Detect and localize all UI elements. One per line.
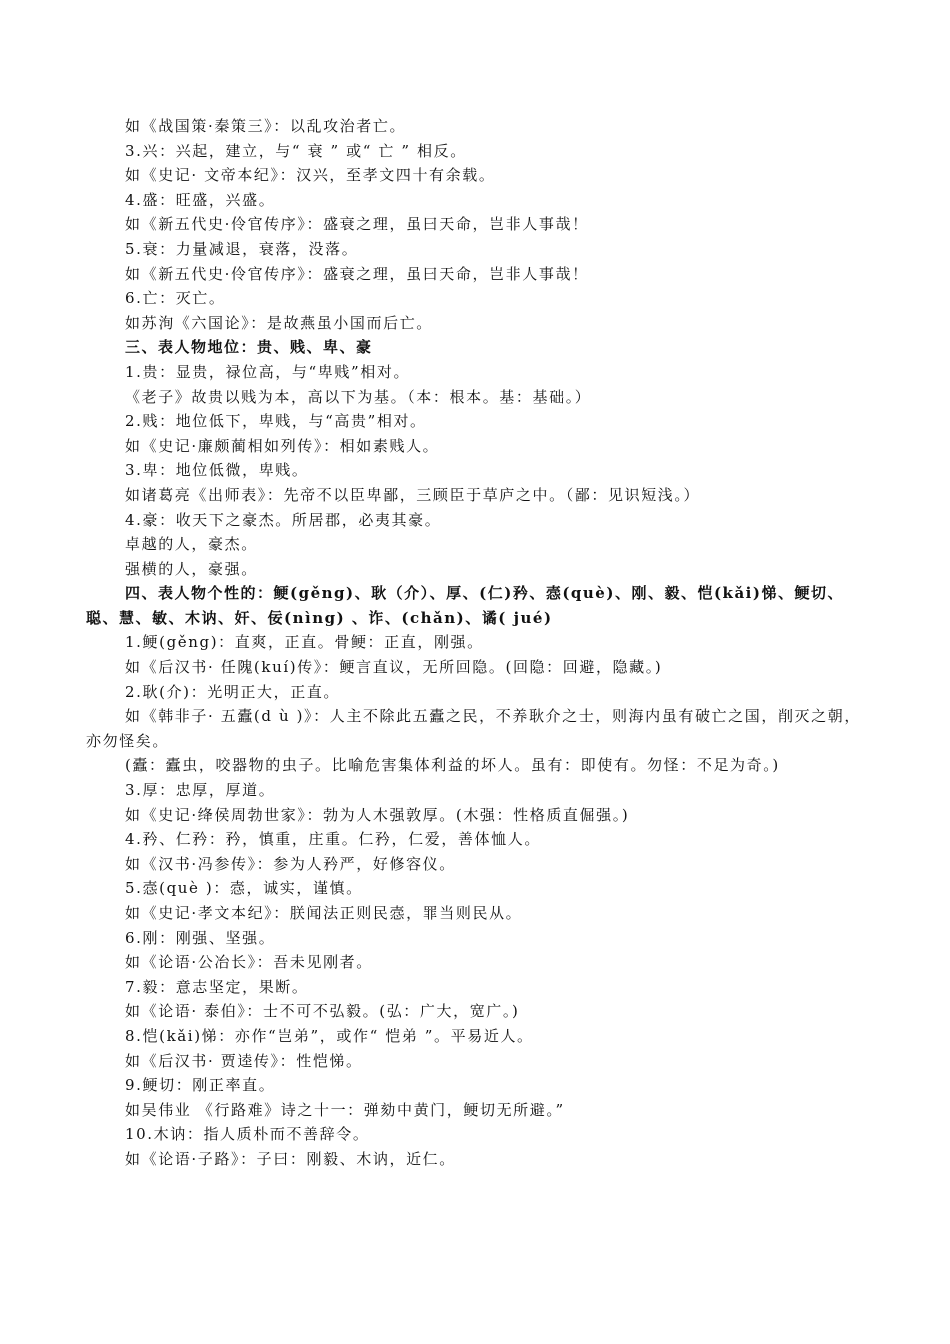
text-line: 3.厚：忠厚，厚道。 bbox=[125, 781, 276, 800]
text-line: 强横的人，豪强。 bbox=[125, 559, 258, 578]
text-line: 5.悫(què )：悫，诚实，谨慎。 bbox=[125, 879, 363, 898]
text-paragraph: (蠹：蠹虫，咬器物的虫子。比喻危害集体利益的坏人。虽有：即使有。勿怪：不足为奇。) bbox=[125, 756, 780, 775]
text-line: 8.恺(kǎi)悌：亦作“岂弟”，或作“ 恺弟 ”。平易近人。 bbox=[125, 1026, 534, 1045]
text-line: 3.兴：兴起，建立，与“ 衰 ” 或“ 亡 ” 相反。 bbox=[125, 141, 467, 160]
text-line: 如《史记·绛侯周勃世家》：勃为人木强敦厚。(木强：性格质直倔强。) bbox=[125, 805, 630, 824]
text-line: 7.毅：意志坚定，果断。 bbox=[125, 977, 309, 996]
text-line: 6.亡：灭亡。 bbox=[125, 289, 226, 308]
text-line: 如《论语· 泰伯》：士不可不弘毅。(弘：广大，宽广。) bbox=[125, 1002, 520, 1021]
text-line: 2.耿(介)：光明正大，正直。 bbox=[125, 682, 341, 701]
text-line: 如吴伟业 《行路难》诗之十一：弹劾中黄门，鲠切无所避。” bbox=[125, 1100, 565, 1119]
text-paragraph: 如《韩非子· 五蠹(d ù )》：人主不除此五蠹之民，不养耿介之士，则海内虽有破亡之国，削灭之朝，亦勿怪矣。 bbox=[86, 707, 861, 750]
text-line: 4.盛：旺盛，兴盛。 bbox=[125, 190, 276, 209]
text-line: 如《汉书·冯参传》：参为人矜严，好修容仪。 bbox=[125, 854, 456, 873]
text-line: 如《史记· 文帝本纪》：汉兴，至孝文四十有余载。 bbox=[125, 166, 496, 185]
text-line: 如《新五代史·伶官传序》：盛衰之理，虽曰天命，岂非人事哉！ bbox=[125, 264, 589, 283]
section-heading: 三、表人物地位：贵、贱、卑、豪 bbox=[125, 338, 373, 357]
text-line: 10.木讷：指人质朴而不善辞令。 bbox=[125, 1125, 370, 1144]
text-line: 如《战国策·秦策三》：以乱攻治者亡。 bbox=[125, 117, 407, 135]
text-line: 卓越的人，豪杰。 bbox=[125, 535, 258, 554]
text-line: 5.衰：力量减退，衰落，没落。 bbox=[125, 239, 359, 258]
text-line: 如《论语·子路》：子曰：刚毅、木讷，近仁。 bbox=[125, 1149, 456, 1168]
text-line: 《老子》故贵以贱为本，高以下为基。（本：根本。基：基础。） bbox=[125, 387, 592, 406]
text-line: 1.贵：显贵，禄位高，与“卑贱”相对。 bbox=[125, 362, 411, 381]
text-line: 1.鲠(gěng)：直爽，正直。骨鲠：正直，刚强。 bbox=[125, 633, 484, 652]
text-line: 如《论语·公冶长》：吾未见刚者。 bbox=[125, 953, 373, 972]
text-line: 如《史记·廉颇蔺相如列传》：相如素贱人。 bbox=[125, 436, 440, 455]
text-line: 如《后汉书· 贾逵传》：性恺悌。 bbox=[125, 1051, 363, 1070]
text-line: 3.卑：地位低微，卑贱。 bbox=[125, 461, 309, 480]
text-line: 2.贱：地位低下，卑贱，与“高贵”相对。 bbox=[125, 412, 427, 431]
text-line: 4.矜、仁矜：矜，慎重，庄重。仁矜，仁爱，善体恤人。 bbox=[125, 830, 541, 849]
text-line: 如《后汉书· 任隗(kuí)传》：鲠言直议，无所回隐。(回隐：回避，隐藏。) bbox=[125, 658, 663, 677]
text-line: 如诸葛亮《出师表》：先帝不以臣卑鄙，三顾臣于草庐之中。（鄙：见识短浅。） bbox=[125, 485, 701, 504]
text-line: 如苏洵《六国论》：是故燕虽小国而后亡。 bbox=[125, 313, 433, 332]
text-line: 6.刚：刚强、坚强。 bbox=[125, 928, 276, 947]
text-line: 9.鲠切：刚正率直。 bbox=[125, 1076, 276, 1095]
text-line: 如《新五代史·伶官传序》：盛衰之理，虽曰天命，岂非人事哉！ bbox=[125, 215, 589, 234]
section-heading: 四、表人物个性的：鲠(gěng)、耿（介）、厚、(仁)矜、悫(què)、刚、毅、恺(kǎi)悌、鲠切、聪、慧、敏、木讷、奸、佞(nìng) 、诈、(chǎn)、谲( jué) bbox=[86, 584, 844, 627]
text-line: 4.豪：收天下之豪杰。所居郡，必夷其豪。 bbox=[125, 510, 442, 529]
document-body bbox=[86, 114, 862, 1172]
text-line: 如《史记·孝文本纪》：朕闻法正则民悫，罪当则民从。 bbox=[125, 904, 523, 922]
